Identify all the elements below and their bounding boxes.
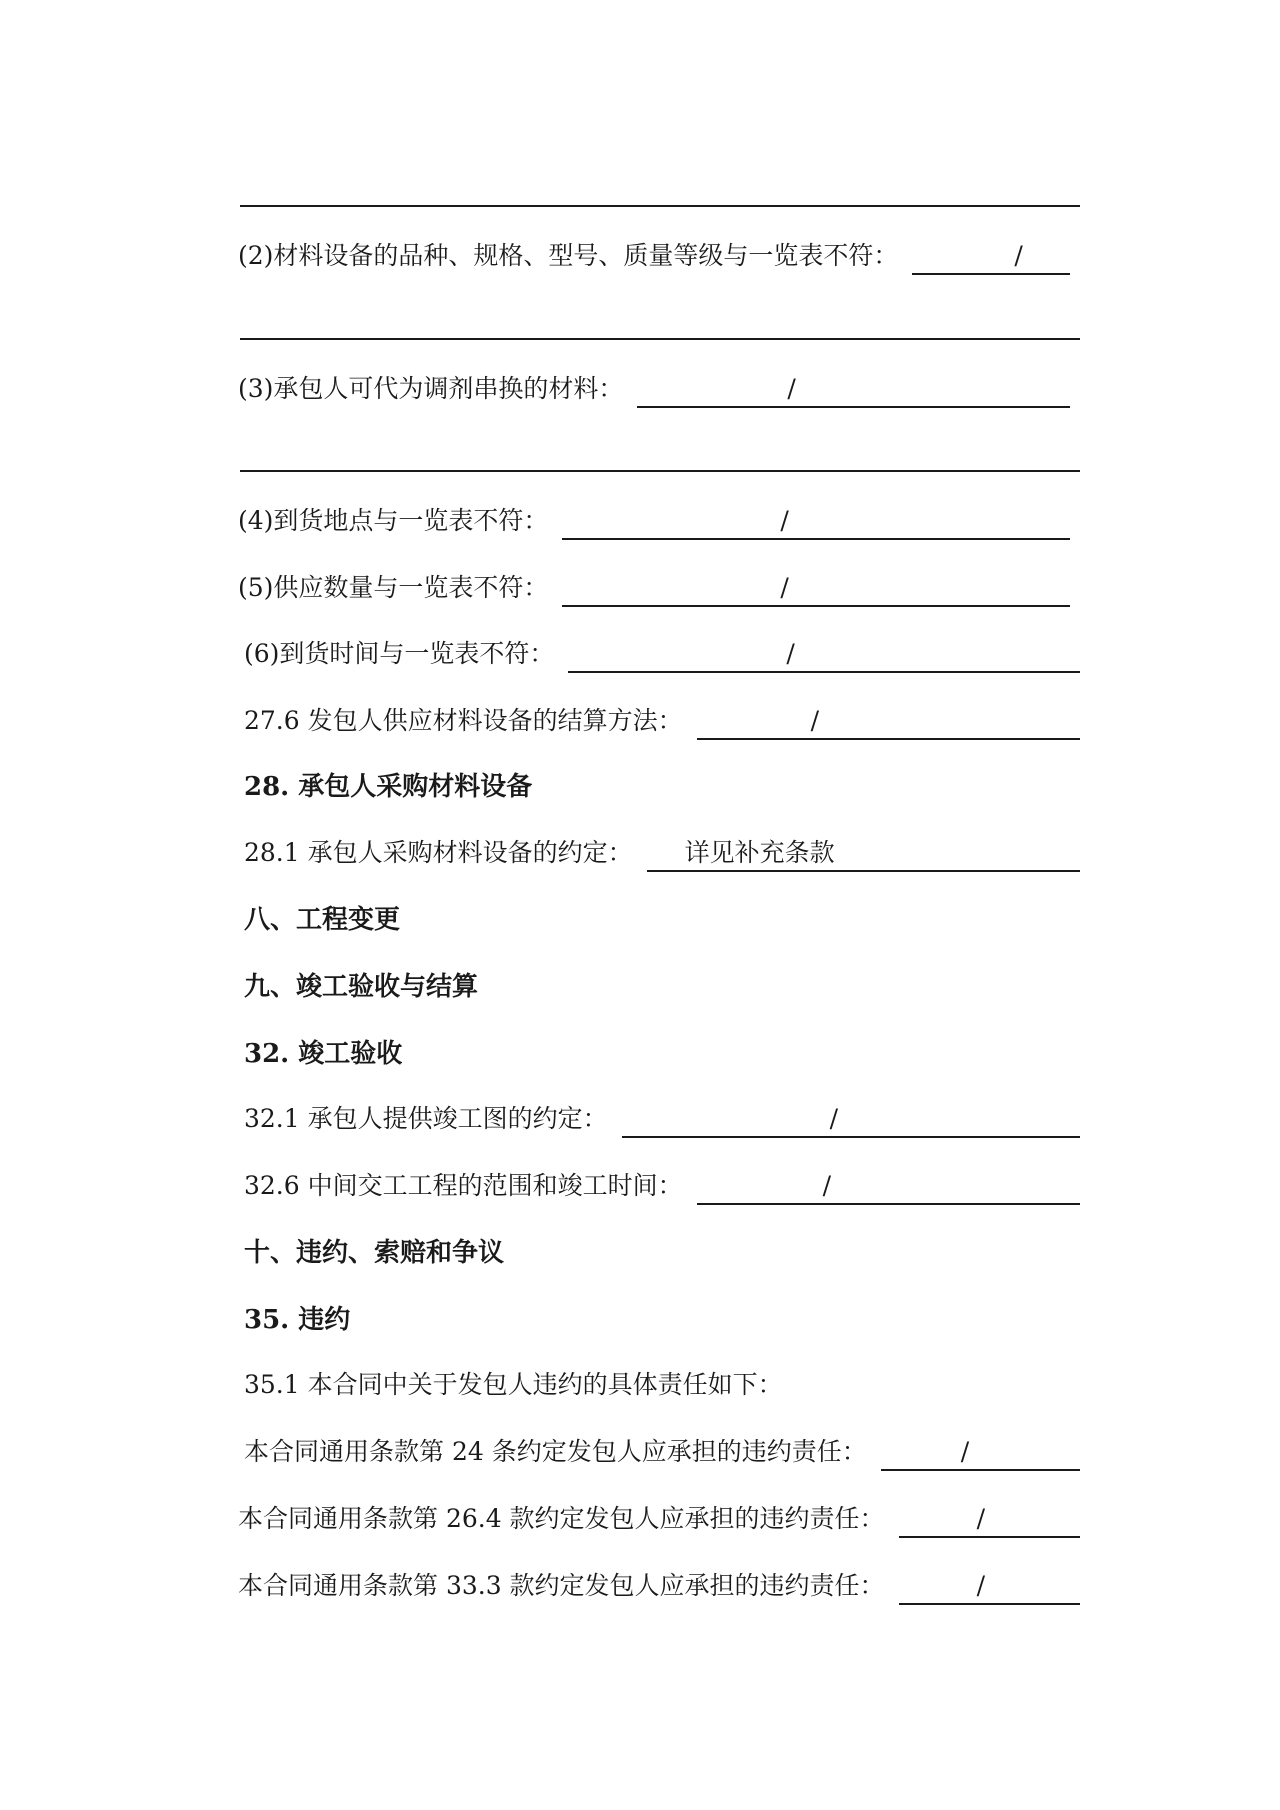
- item-5-label: (5)供应数量与一览表不符：: [238, 573, 549, 602]
- item-2-line: [238, 235, 1070, 275]
- item-5-field[interactable]: [562, 571, 1070, 607]
- item-4-label: (4)到货地点与一览表不符：: [238, 506, 549, 535]
- clause-26-4-label: 本合同通用条款第 26.4 款约定发包人应承担的违约责任：: [238, 1504, 885, 1533]
- clause-33-3-label: 本合同通用条款第 33.3 款约定发包人应承担的违约责任：: [238, 1571, 885, 1600]
- item-3-label: (3)承包人可代为调剂串换的材料：: [238, 374, 624, 403]
- item-3-value: /: [787, 374, 796, 403]
- item-4-field[interactable]: [562, 504, 1070, 540]
- item-6-line: [244, 633, 1080, 673]
- clause-24-line: [244, 1431, 1080, 1471]
- heading-35: 35. 违约: [244, 1305, 351, 1335]
- item-3-line: [238, 368, 1070, 408]
- section-32-6-field[interactable]: [697, 1169, 1080, 1205]
- section-27-6-field[interactable]: [697, 704, 1080, 740]
- item-2-value: /: [1014, 241, 1023, 270]
- section-32-6-label: 32.6 中间交工工程的范围和竣工时间：: [244, 1171, 683, 1200]
- item-4-value: /: [780, 506, 789, 535]
- item-3-field[interactable]: [637, 372, 1070, 408]
- section-28-1-line: [244, 832, 1080, 872]
- rule-2: [240, 338, 1080, 340]
- section-32-1-value: /: [829, 1104, 839, 1133]
- clause-26-4-line: [238, 1498, 1080, 1538]
- section-28-1-value: 详见补充条款: [684, 838, 835, 867]
- section-28-1-field[interactable]: [647, 836, 1080, 872]
- rule-top: [240, 205, 1080, 207]
- section-35-1-label: 35.1 本合同中关于发包人违约的具体责任如下：: [244, 1370, 783, 1399]
- section-32-1-field[interactable]: [622, 1102, 1080, 1138]
- clause-26-4-value: /: [976, 1504, 985, 1533]
- item-6-field[interactable]: [568, 637, 1080, 673]
- clause-24-value: /: [960, 1437, 970, 1466]
- heading-28: 28. 承包人采购材料设备: [244, 772, 533, 802]
- section-28-1-label: 28.1 承包人采购材料设备的约定：: [244, 838, 633, 867]
- item-4-line: [238, 500, 1070, 540]
- item-6-label: (6)到货时间与一览表不符：: [244, 639, 555, 668]
- section-27-6-label: 27.6 发包人供应材料设备的结算方法：: [244, 706, 683, 735]
- item-6-value: /: [786, 639, 795, 668]
- clause-33-3-field[interactable]: [899, 1569, 1080, 1605]
- clause-24-label: 本合同通用条款第 24 条约定发包人应承担的违约责任：: [244, 1437, 867, 1466]
- section-35-1-line: [244, 1364, 1080, 1404]
- section-32-1-label: 32.1 承包人提供竣工图的约定：: [244, 1104, 608, 1133]
- section-32-6-line: [244, 1165, 1080, 1205]
- clause-33-3-value: /: [976, 1571, 985, 1600]
- heading-9: 九、竣工验收与结算: [244, 972, 479, 1002]
- section-27-6-value: /: [810, 706, 820, 735]
- rule-3: [240, 470, 1080, 472]
- clause-33-3-line: [238, 1565, 1080, 1605]
- section-32-1-line: [244, 1098, 1080, 1138]
- heading-10: 十、违约、索赔和争议: [244, 1238, 505, 1268]
- item-2-label: (2)材料设备的品种、规格、型号、质量等级与一览表不符：: [238, 241, 899, 270]
- item-5-line: [238, 567, 1070, 607]
- clause-24-field[interactable]: [881, 1435, 1080, 1471]
- clause-26-4-field[interactable]: [899, 1502, 1080, 1538]
- heading-8: 八、工程变更: [244, 905, 401, 935]
- section-32-6-value: /: [822, 1171, 832, 1200]
- section-27-6-line: [244, 700, 1080, 740]
- item-5-value: /: [780, 573, 789, 602]
- heading-32: 32. 竣工验收: [244, 1039, 403, 1069]
- item-2-field[interactable]: [912, 239, 1070, 275]
